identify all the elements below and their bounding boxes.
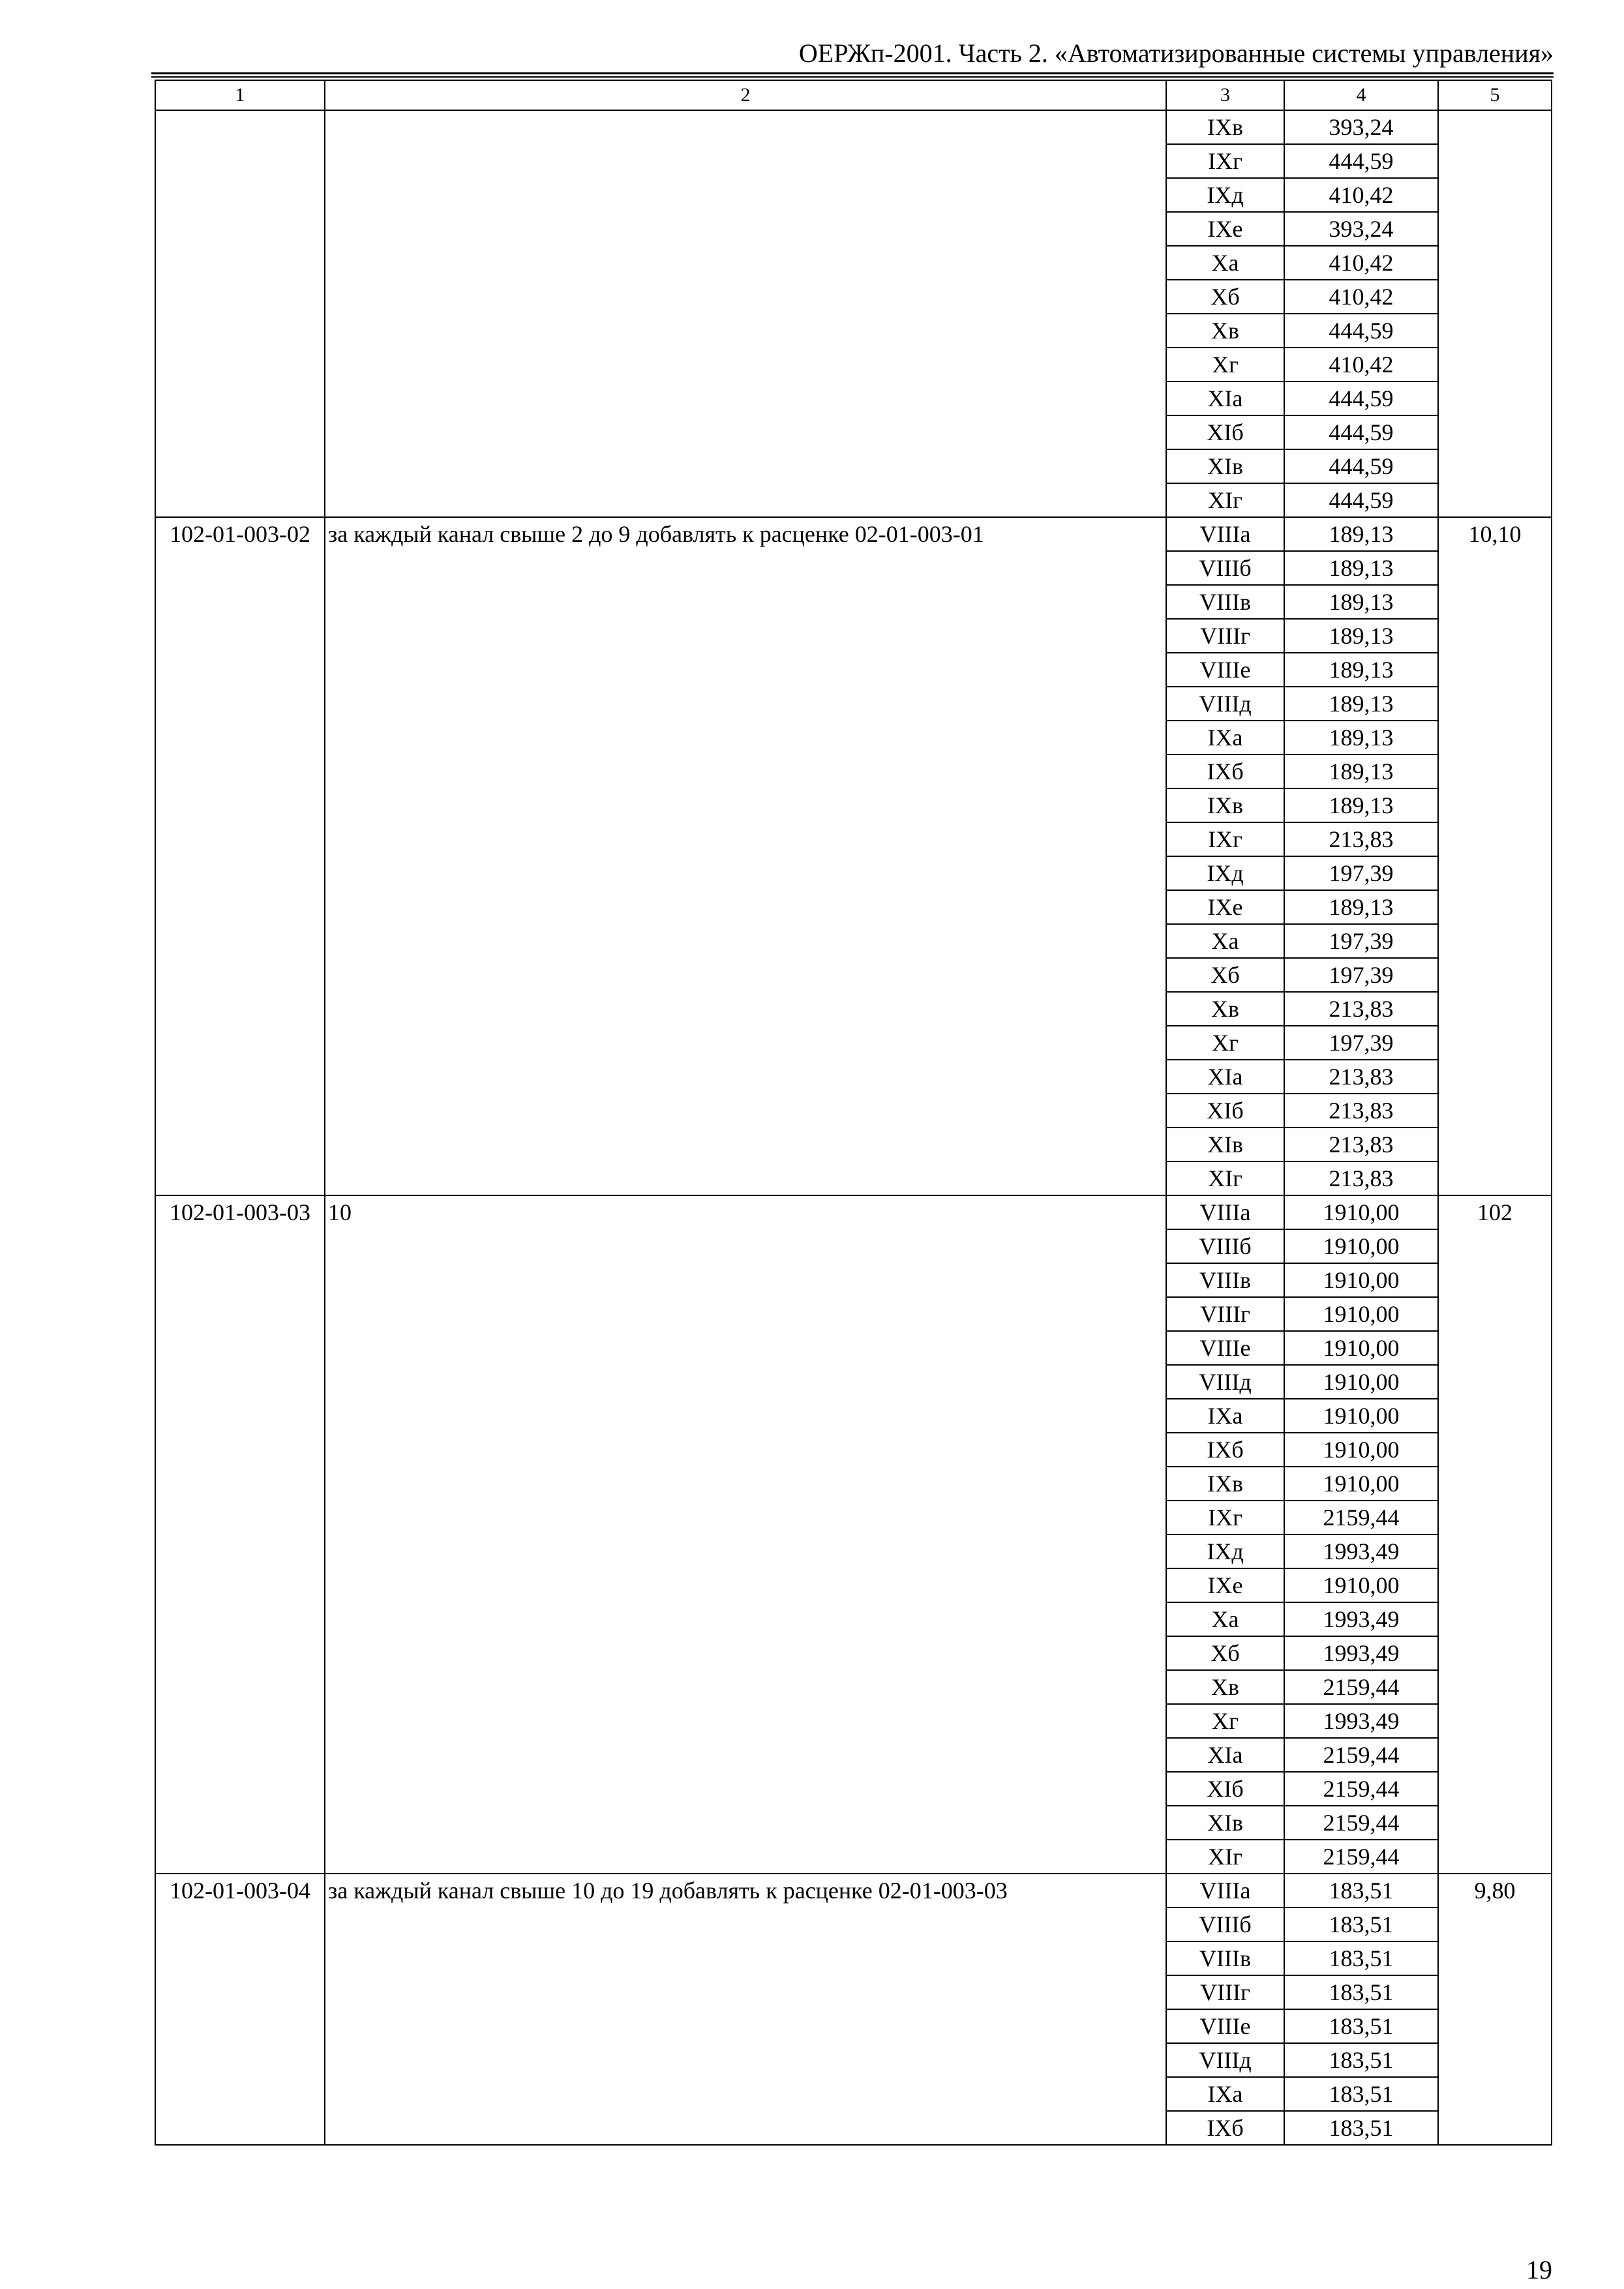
price-cell: 1993,49 — [1284, 1704, 1438, 1738]
price-cell: 2159,44 — [1284, 1806, 1438, 1840]
zone-cell: XIа — [1166, 1738, 1284, 1772]
price-cell: 183,51 — [1284, 2009, 1438, 2043]
work-description-cell: 10 — [325, 1195, 1166, 1874]
header-rule-top — [151, 72, 1554, 74]
zone-cell: Xг — [1166, 1704, 1284, 1738]
rate-code-cell: 102-01-003-04 — [155, 1874, 325, 2145]
zone-cell: Xб — [1166, 280, 1284, 314]
value-cell: 10,10 — [1438, 517, 1552, 1195]
zone-cell: VIIIе — [1166, 1331, 1284, 1365]
zone-cell: XIв — [1166, 449, 1284, 483]
zone-cell: VIIIб — [1166, 1908, 1284, 1941]
zone-cell: Xв — [1166, 992, 1284, 1026]
zone-cell: IXд — [1166, 856, 1284, 890]
price-cell: 410,42 — [1284, 246, 1438, 280]
zone-cell: Xа — [1166, 924, 1284, 958]
zone-cell: IXг — [1166, 822, 1284, 856]
zone-cell: IXб — [1166, 755, 1284, 788]
price-cell: 2159,44 — [1284, 1772, 1438, 1806]
price-cell: 444,59 — [1284, 449, 1438, 483]
price-cell: 189,13 — [1284, 585, 1438, 619]
price-cell: 410,42 — [1284, 348, 1438, 382]
price-cell: 393,24 — [1284, 212, 1438, 246]
price-cell: 197,39 — [1284, 958, 1438, 992]
zone-cell: VIIIг — [1166, 1975, 1284, 2009]
zone-cell: XIг — [1166, 1161, 1284, 1195]
price-cell: 1993,49 — [1284, 1534, 1438, 1568]
price-cell: 213,83 — [1284, 1094, 1438, 1128]
price-cell: 1993,49 — [1284, 1602, 1438, 1636]
header-rule-bottom — [151, 76, 1554, 78]
price-cell: 1910,00 — [1284, 1229, 1438, 1263]
zone-cell: Xг — [1166, 348, 1284, 382]
zone-cell: IXе — [1166, 212, 1284, 246]
price-cell: 444,59 — [1284, 144, 1438, 178]
price-cell: 2159,44 — [1284, 1670, 1438, 1704]
price-cell: 213,83 — [1284, 1161, 1438, 1195]
price-cell: 189,13 — [1284, 653, 1438, 687]
zone-cell: VIIIд — [1166, 687, 1284, 721]
zone-cell: XIб — [1166, 1772, 1284, 1806]
zone-cell: VIIIг — [1166, 619, 1284, 653]
zone-cell: VIIIд — [1166, 1365, 1284, 1399]
zone-cell: Xа — [1166, 246, 1284, 280]
zone-cell: VIIIд — [1166, 2043, 1284, 2077]
zone-cell: XIа — [1166, 1060, 1284, 1094]
zone-cell: XIв — [1166, 1128, 1284, 1161]
rate-code-cell: 102-01-003-03 — [155, 1195, 325, 1874]
price-cell: 197,39 — [1284, 1026, 1438, 1060]
zone-cell: XIб — [1166, 415, 1284, 449]
zone-cell: VIIIв — [1166, 1263, 1284, 1297]
price-cell: 183,51 — [1284, 1908, 1438, 1941]
price-cell: 444,59 — [1284, 314, 1438, 348]
table-row — [155, 1874, 1552, 1908]
column-number-3: 3 — [1166, 80, 1284, 110]
rate-code-cell: 102-01-003-02 — [155, 517, 325, 1195]
zone-cell: Xб — [1166, 1636, 1284, 1670]
zone-cell: IXб — [1166, 2111, 1284, 2145]
zone-cell: VIIIе — [1166, 2009, 1284, 2043]
work-description-cell: за каждый канал свыше 2 до 9 добавлять к расценке 02-01-003-01 — [325, 517, 1166, 1195]
zone-cell: VIIIв — [1166, 585, 1284, 619]
price-cell: 444,59 — [1284, 483, 1438, 517]
column-number-5: 5 — [1438, 80, 1552, 110]
zone-cell: IXв — [1166, 788, 1284, 822]
table-row — [155, 1195, 1552, 1229]
price-cell: 1910,00 — [1284, 1568, 1438, 1602]
zone-cell: IXд — [1166, 178, 1284, 212]
zone-cell: IXа — [1166, 2077, 1284, 2111]
price-cell: 189,13 — [1284, 551, 1438, 585]
price-cell: 189,13 — [1284, 517, 1438, 551]
price-cell: 213,83 — [1284, 1128, 1438, 1161]
column-number-2: 2 — [325, 80, 1166, 110]
zone-cell: VIIIг — [1166, 1297, 1284, 1331]
zone-cell: XIа — [1166, 382, 1284, 415]
value-cell: 102 — [1438, 1195, 1552, 1874]
zone-cell: VIIIе — [1166, 653, 1284, 687]
zone-cell: IXб — [1166, 1433, 1284, 1467]
column-number-1: 1 — [155, 80, 325, 110]
price-cell: 183,51 — [1284, 2077, 1438, 2111]
zone-cell: Xв — [1166, 1670, 1284, 1704]
zone-cell: Xг — [1166, 1026, 1284, 1060]
zone-cell: XIв — [1166, 1806, 1284, 1840]
price-cell: 183,51 — [1284, 2111, 1438, 2145]
price-cell: 189,13 — [1284, 619, 1438, 653]
price-table-body — [155, 80, 1552, 2145]
price-cell: 189,13 — [1284, 788, 1438, 822]
price-cell: 213,83 — [1284, 1060, 1438, 1094]
zone-cell: VIIIв — [1166, 1941, 1284, 1975]
price-cell: 1910,00 — [1284, 1195, 1438, 1229]
rate-code-cell — [155, 110, 325, 517]
zone-cell: VIIIа — [1166, 517, 1284, 551]
work-description-cell — [325, 110, 1166, 517]
value-cell: 9,80 — [1438, 1874, 1552, 2145]
zone-cell: XIг — [1166, 483, 1284, 517]
value-cell — [1438, 110, 1552, 517]
table-row — [155, 517, 1552, 551]
price-cell: 197,39 — [1284, 924, 1438, 958]
zone-cell: Xа — [1166, 1602, 1284, 1636]
zone-cell: IXа — [1166, 1399, 1284, 1433]
price-cell: 183,51 — [1284, 2043, 1438, 2077]
price-cell: 197,39 — [1284, 856, 1438, 890]
price-cell: 1910,00 — [1284, 1433, 1438, 1467]
zone-cell: IXе — [1166, 1568, 1284, 1602]
zone-cell: IXе — [1166, 890, 1284, 924]
price-cell: 444,59 — [1284, 415, 1438, 449]
price-cell: 1910,00 — [1284, 1297, 1438, 1331]
price-cell: 183,51 — [1284, 1941, 1438, 1975]
price-cell: 410,42 — [1284, 280, 1438, 314]
price-cell: 1910,00 — [1284, 1467, 1438, 1501]
zone-cell: XIб — [1166, 1094, 1284, 1128]
column-number-row — [155, 80, 1552, 110]
price-table — [155, 80, 1552, 2146]
zone-cell: IXа — [1166, 721, 1284, 755]
page-header-title: ОЕРЖп-2001. Часть 2. «Автоматизированные системы управления» — [798, 38, 1554, 68]
zone-cell: VIIIа — [1166, 1874, 1284, 1908]
price-cell: 410,42 — [1284, 178, 1438, 212]
price-cell: 183,51 — [1284, 1874, 1438, 1908]
zone-cell: IXг — [1166, 144, 1284, 178]
price-cell: 183,51 — [1284, 1975, 1438, 2009]
price-cell: 1910,00 — [1284, 1263, 1438, 1297]
work-description-cell: за каждый канал свыше 10 до 19 добавлять к расценке 02-01-003-03 — [325, 1874, 1166, 2145]
page-number: 19 — [1526, 2255, 1552, 2284]
price-cell: 2159,44 — [1284, 1738, 1438, 1772]
price-cell: 213,83 — [1284, 992, 1438, 1026]
zone-cell: IXв — [1166, 110, 1284, 144]
price-cell: 189,13 — [1284, 721, 1438, 755]
price-cell: 189,13 — [1284, 687, 1438, 721]
table-row — [155, 110, 1552, 144]
zone-cell: IXв — [1166, 1467, 1284, 1501]
price-cell: 1910,00 — [1284, 1331, 1438, 1365]
price-cell: 1910,00 — [1284, 1365, 1438, 1399]
price-cell: 2159,44 — [1284, 1840, 1438, 1874]
column-number-4: 4 — [1284, 80, 1438, 110]
price-cell: 213,83 — [1284, 822, 1438, 856]
zone-cell: Xв — [1166, 314, 1284, 348]
price-cell: 189,13 — [1284, 890, 1438, 924]
zone-cell: VIIIб — [1166, 1229, 1284, 1263]
price-cell: 189,13 — [1284, 755, 1438, 788]
zone-cell: IXд — [1166, 1534, 1284, 1568]
price-cell: 444,59 — [1284, 382, 1438, 415]
price-cell: 1910,00 — [1284, 1399, 1438, 1433]
zone-cell: IXг — [1166, 1501, 1284, 1534]
price-cell: 1993,49 — [1284, 1636, 1438, 1670]
price-cell: 393,24 — [1284, 110, 1438, 144]
zone-cell: XIг — [1166, 1840, 1284, 1874]
zone-cell: Xб — [1166, 958, 1284, 992]
zone-cell: VIIIа — [1166, 1195, 1284, 1229]
price-cell: 2159,44 — [1284, 1501, 1438, 1534]
zone-cell: VIIIб — [1166, 551, 1284, 585]
